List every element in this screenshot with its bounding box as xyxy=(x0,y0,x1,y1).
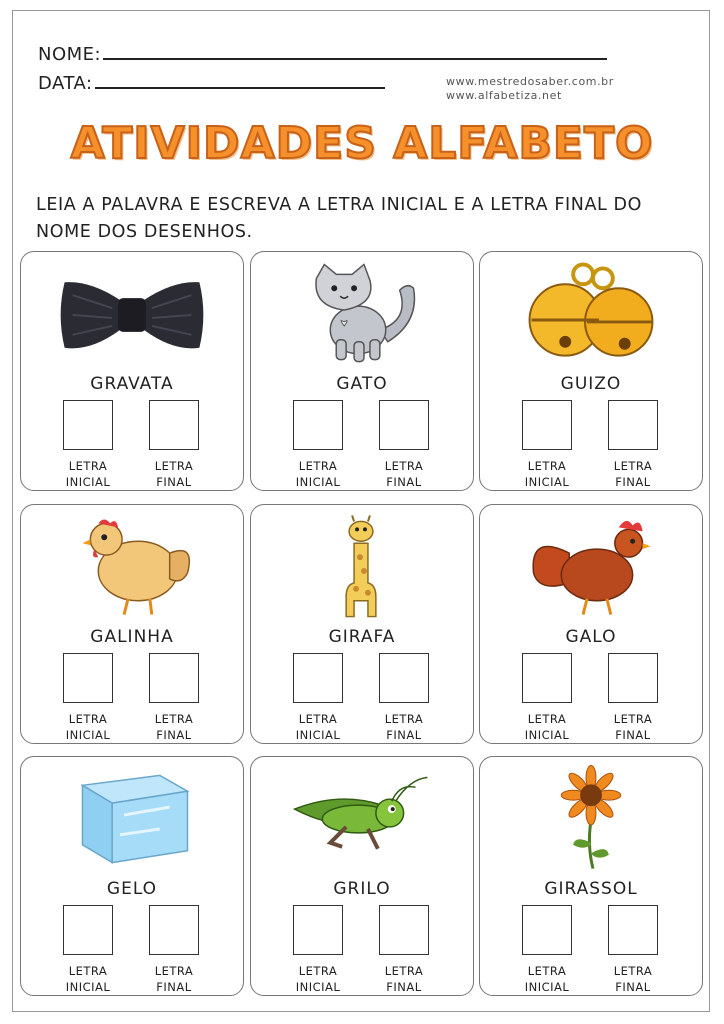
final-label-line1: LETRA xyxy=(384,712,424,726)
final-label-line2: FINAL xyxy=(156,980,192,994)
date-field[interactable] xyxy=(38,69,385,94)
name-label: NOME: xyxy=(38,44,102,65)
initial-label-line1: LETRA xyxy=(68,712,108,726)
initial-label-line2: INICIAL xyxy=(65,980,111,994)
final-label-line2: FINAL xyxy=(615,475,651,489)
initial-label xyxy=(507,963,587,995)
instruction-line-1: LEIA A PALAVRA E ESCREVA A LETRA INICIAL E A LETRA FINAL DO xyxy=(36,195,642,215)
initial-label-line1: LETRA xyxy=(527,712,567,726)
instructions xyxy=(36,192,716,246)
hen-icon xyxy=(21,513,243,623)
initial-label-line1: LETRA xyxy=(298,964,338,978)
card-galinha xyxy=(20,504,244,744)
card-girassol xyxy=(479,756,703,996)
initial-label-line2: INICIAL xyxy=(524,475,570,489)
final-letter-box[interactable] xyxy=(149,905,199,955)
word-label: GRAVATA xyxy=(90,374,174,394)
card-galo xyxy=(479,504,703,744)
initial-label xyxy=(507,458,587,490)
card-guizo xyxy=(479,251,703,491)
initial-letter-box[interactable] xyxy=(293,653,343,703)
rooster-icon xyxy=(480,513,702,623)
initial-label-line2: INICIAL xyxy=(295,475,341,489)
final-label xyxy=(593,963,673,995)
initial-label-line2: INICIAL xyxy=(295,980,341,994)
initial-label xyxy=(48,711,128,743)
final-label xyxy=(593,711,673,743)
final-label-line1: LETRA xyxy=(154,712,194,726)
word-label: GRILO xyxy=(333,879,391,899)
initial-letter-box[interactable] xyxy=(522,905,572,955)
cricket-icon xyxy=(251,765,473,875)
bow-tie-icon xyxy=(21,260,243,370)
date-label: DATA: xyxy=(38,73,93,94)
card-gato xyxy=(250,251,474,491)
final-label-line2: FINAL xyxy=(615,728,651,742)
initial-letter-box[interactable] xyxy=(63,653,113,703)
name-line[interactable] xyxy=(103,40,607,60)
final-label-line1: LETRA xyxy=(613,459,653,473)
sunflower-icon xyxy=(480,765,702,875)
initial-label-line2: INICIAL xyxy=(65,475,111,489)
final-label xyxy=(134,458,214,490)
final-label-line1: LETRA xyxy=(384,964,424,978)
initial-label-line1: LETRA xyxy=(527,964,567,978)
final-letter-box[interactable] xyxy=(149,653,199,703)
initial-letter-box[interactable] xyxy=(522,400,572,450)
initial-label xyxy=(278,963,358,995)
initial-letter-box[interactable] xyxy=(63,905,113,955)
initial-label-line1: LETRA xyxy=(298,712,338,726)
initial-letter-box[interactable] xyxy=(293,400,343,450)
final-label xyxy=(364,458,444,490)
final-label-line1: LETRA xyxy=(154,459,194,473)
final-letter-box[interactable] xyxy=(608,400,658,450)
initial-label-line2: INICIAL xyxy=(65,728,111,742)
site-url-1: www.mestredosaber.com.br xyxy=(446,75,614,88)
final-label-line1: LETRA xyxy=(154,964,194,978)
initial-label xyxy=(48,963,128,995)
date-line[interactable] xyxy=(95,69,385,89)
page-title: ATIVIDADES ALFABETO xyxy=(70,118,654,169)
final-label xyxy=(364,963,444,995)
initial-label-line2: INICIAL xyxy=(295,728,341,742)
final-letter-box[interactable] xyxy=(379,905,429,955)
giraffe-icon xyxy=(251,513,473,623)
initial-letter-box[interactable] xyxy=(522,653,572,703)
card-grilo xyxy=(250,756,474,996)
word-label: GALINHA xyxy=(90,627,174,647)
initial-label-line1: LETRA xyxy=(68,964,108,978)
card-girafa xyxy=(250,504,474,744)
final-label-line1: LETRA xyxy=(613,964,653,978)
initial-label-line1: LETRA xyxy=(527,459,567,473)
initial-label-line1: LETRA xyxy=(298,459,338,473)
initial-label xyxy=(48,458,128,490)
ice-cube-icon xyxy=(21,765,243,875)
final-label xyxy=(134,963,214,995)
final-label xyxy=(134,711,214,743)
word-label: GALO xyxy=(565,627,617,647)
word-label: GIRAFA xyxy=(328,627,396,647)
final-label xyxy=(593,458,673,490)
card-gravata xyxy=(20,251,244,491)
final-letter-box[interactable] xyxy=(149,400,199,450)
initial-letter-box[interactable] xyxy=(63,400,113,450)
initial-label-line1: LETRA xyxy=(68,459,108,473)
site-url-2: www.alfabetiza.net xyxy=(446,89,562,102)
final-label xyxy=(364,711,444,743)
initial-label-line2: INICIAL xyxy=(524,728,570,742)
final-label-line1: LETRA xyxy=(613,712,653,726)
initial-label xyxy=(278,458,358,490)
instruction-line-2: NOME DOS DESENHOS. xyxy=(36,222,253,242)
jingle-bells-icon xyxy=(480,260,702,370)
final-letter-box[interactable] xyxy=(379,653,429,703)
final-letter-box[interactable] xyxy=(608,653,658,703)
final-label-line2: FINAL xyxy=(386,728,422,742)
final-label-line2: FINAL xyxy=(156,475,192,489)
final-label-line2: FINAL xyxy=(615,980,651,994)
final-letter-box[interactable] xyxy=(608,905,658,955)
initial-letter-box[interactable] xyxy=(293,905,343,955)
initial-label xyxy=(507,711,587,743)
word-label: GELO xyxy=(106,879,158,899)
word-label: GUIZO xyxy=(560,374,622,394)
final-label-line2: FINAL xyxy=(386,475,422,489)
final-label-line2: FINAL xyxy=(156,728,192,742)
card-gelo xyxy=(20,756,244,996)
cat-icon xyxy=(251,260,473,370)
initial-label-line2: INICIAL xyxy=(524,980,570,994)
word-label: GATO xyxy=(336,374,388,394)
word-label: GIRASSOL xyxy=(544,879,638,899)
name-field[interactable] xyxy=(38,40,607,65)
final-label-line2: FINAL xyxy=(386,980,422,994)
final-letter-box[interactable] xyxy=(379,400,429,450)
initial-label xyxy=(278,711,358,743)
final-label-line1: LETRA xyxy=(384,459,424,473)
